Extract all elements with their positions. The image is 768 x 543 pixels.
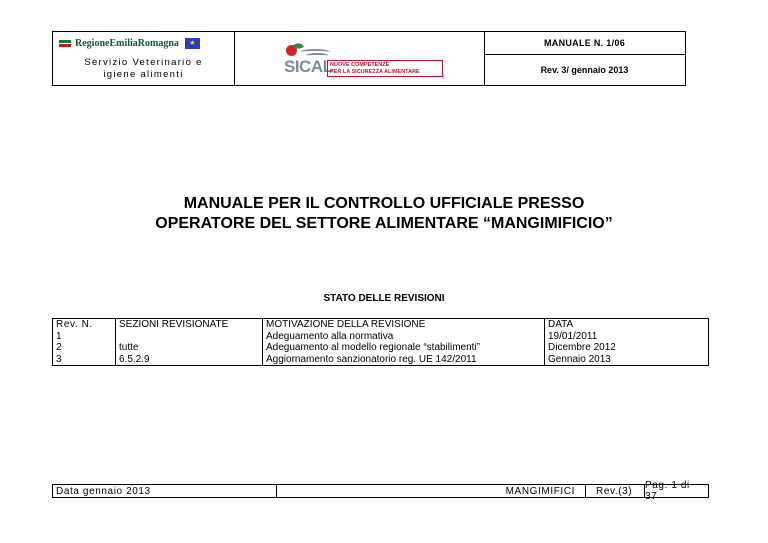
sical-cell — [234, 32, 485, 85]
manual-revision: Rev. 3/ gennaio 2013 — [540, 64, 629, 75]
cell-rev: 2 — [53, 342, 116, 354]
cell-sections: 6.5.2.9 — [116, 354, 263, 366]
manual-info-cell — [484, 32, 685, 85]
region-name: RegioneEmiliaRomagna — [75, 38, 179, 49]
service-line-2: igiene alimenti — [103, 69, 184, 80]
sical-tagline — [327, 60, 443, 77]
cell-sections — [116, 331, 263, 343]
table-row — [53, 331, 709, 343]
title-line-2: OPERATORE DEL SETTORE ALIMENTARE “MANGIMIFICIO” — [155, 215, 613, 232]
column-header-motivation: MOTIVAZIONE DELLA REVISIONE — [263, 319, 545, 331]
cell-motivation: Adeguamento al modello regionale “stabilimenti” — [263, 342, 545, 354]
region-flag-icon — [59, 39, 71, 48]
cell-sections: tutte — [116, 342, 263, 354]
footer-page-number: Pag. 1 di 37 — [645, 480, 690, 502]
cell-date: 19/01/2011 — [545, 331, 709, 343]
sical-tagline-2: PER LA SICUREZZA ALIMENTARE — [330, 69, 420, 75]
region-cell — [53, 32, 235, 85]
region-logo — [59, 38, 200, 49]
manual-number: MANUALE N. 1/06 — [484, 32, 685, 55]
document-footer — [52, 480, 709, 502]
eu-flag-icon: ★ — [185, 38, 200, 49]
cell-motivation: Aggiornamento sanzionatorio reg. UE 142/2011 — [263, 354, 545, 366]
table-row — [53, 354, 709, 366]
document-title — [0, 194, 768, 234]
sical-logo — [276, 44, 446, 78]
cell-date: Dicembre 2012 — [545, 342, 709, 354]
service-name — [53, 57, 234, 81]
table-row — [53, 342, 709, 354]
title-line-1: MANUALE PER IL CONTROLLO UFFICIALE PRESSO — [183, 195, 585, 212]
column-header-rev: Rev. N. — [53, 319, 116, 331]
table-header-row — [53, 319, 709, 331]
cell-rev: 1 — [53, 331, 116, 343]
column-header-date: DATA — [545, 319, 709, 331]
document-header — [52, 31, 686, 86]
column-header-sections: SEZIONI REVISIONATE — [116, 319, 263, 331]
cell-date: Gennaio 2013 — [545, 354, 709, 366]
footer-document: MANGIMIFICI — [505, 485, 575, 497]
service-line-1: Servizio Veterinario e — [84, 57, 203, 68]
sical-tagline-1: NUOVE COMPETENZE — [330, 62, 390, 68]
sical-word: SICAL — [284, 57, 333, 76]
footer-date: Data gennaio 2013 — [53, 485, 277, 497]
cell-rev: 3 — [53, 354, 116, 366]
cell-motivation: Adeguamento alla normativa — [263, 331, 545, 343]
revisions-heading: STATO DELLE REVISIONI — [323, 293, 445, 304]
revisions-table — [52, 318, 709, 366]
footer-revision: Rev.(3) — [585, 485, 645, 497]
